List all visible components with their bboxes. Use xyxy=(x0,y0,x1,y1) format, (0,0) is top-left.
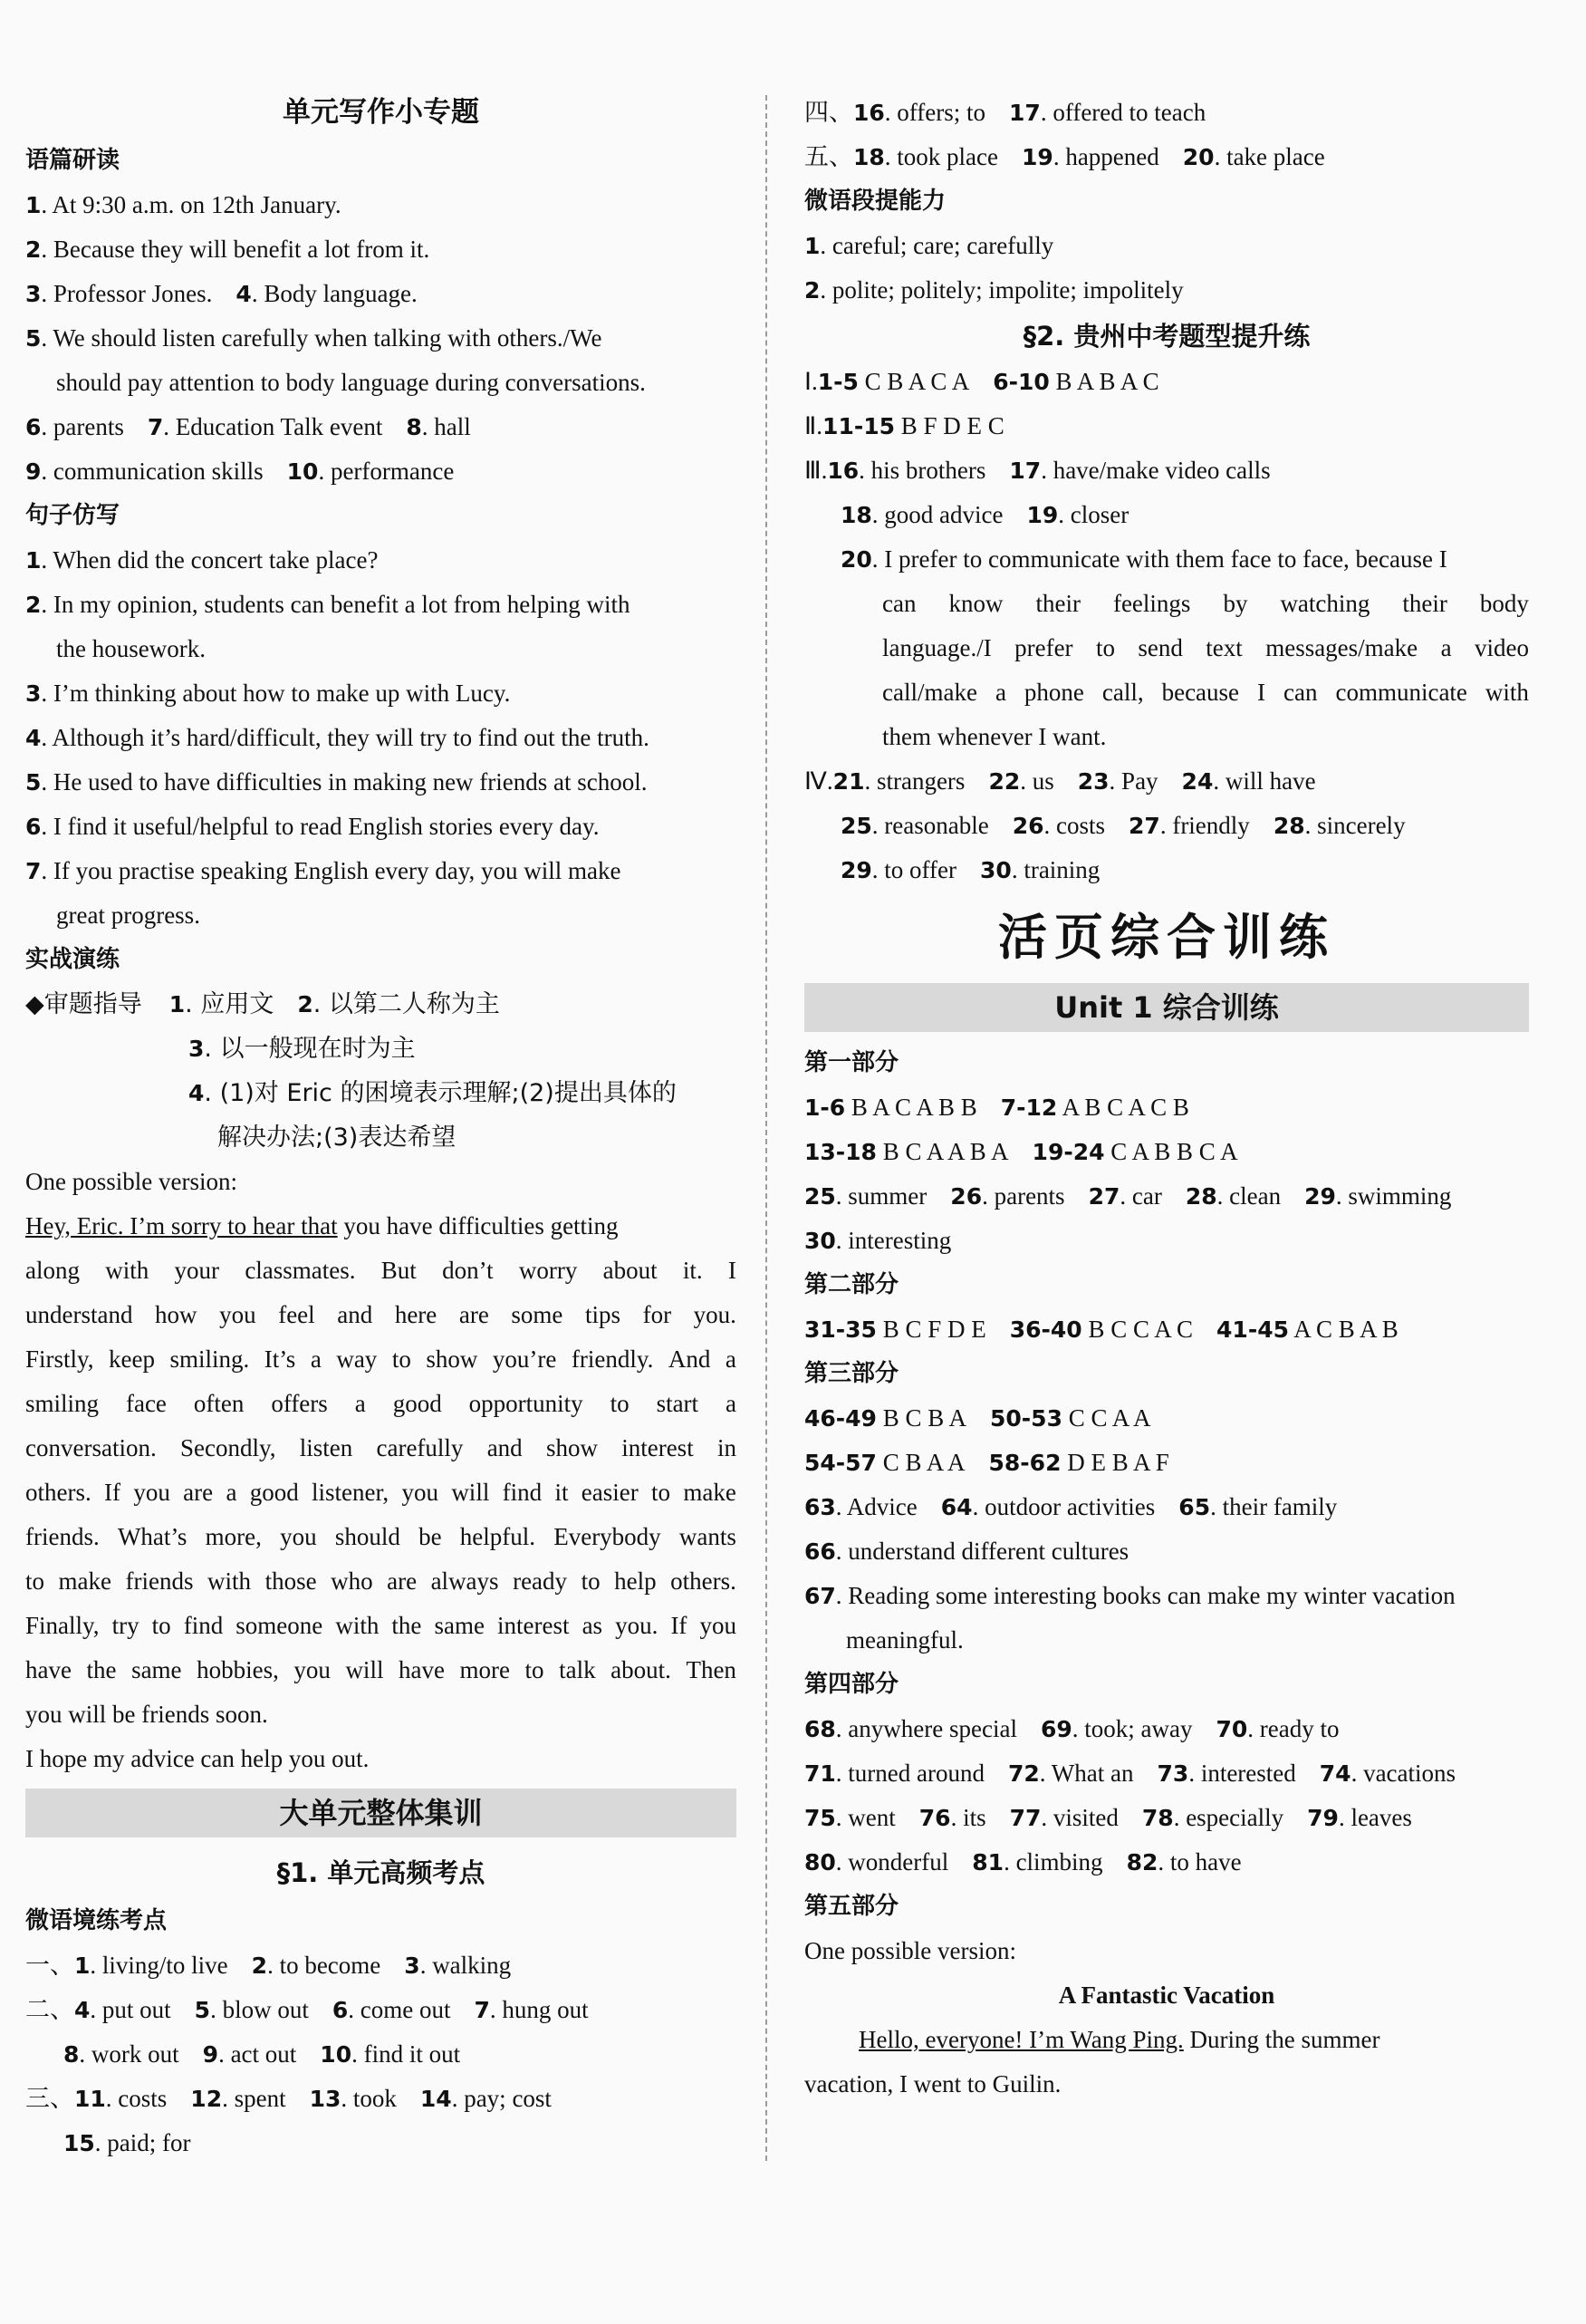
answer-line: 4. Although it’s hard/difficult, they will try to find out the truth. xyxy=(25,724,649,751)
answer-line: 20. I prefer to communicate with them face to face, because I xyxy=(841,545,1447,573)
essay-line: smiling face often offers a good opportunity to start a xyxy=(25,1390,736,1417)
essay-line: Finally, try to find someone with the same interest as you. If you xyxy=(25,1612,736,1639)
answer-line: 6. parents 7. Education Talk event 8. hall xyxy=(25,413,471,440)
answer-line-cont: them whenever I want. xyxy=(882,723,1107,750)
answer-line: 8. work out 9. act out 10. find it out xyxy=(63,2040,461,2068)
possible-version-label: One possible version: xyxy=(804,1937,1016,1964)
answer-line: 29. to offer 30. training xyxy=(841,856,1101,883)
answer-line: 5. We should listen carefully when talking with others./We xyxy=(25,324,602,352)
guide-line: 3. 以一般现在时为主 xyxy=(188,1035,416,1063)
answer-line: 2. In my opinion, students can benefit a lot from helping with xyxy=(25,591,630,618)
answer-line: 71. turned around 72. What an 73. interested 74. vacations xyxy=(804,1760,1456,1787)
answer-line-cont: should pay attention to body language during conversations. xyxy=(56,369,646,396)
answer-line: 68. anywhere special 69. took; away 70. ready to xyxy=(804,1715,1340,1742)
answer-line: 30. interesting xyxy=(804,1227,952,1254)
section-band-unit-training: 大单元整体集训 xyxy=(25,1789,736,1837)
section-imitate: 句子仿写 xyxy=(25,502,120,529)
answer-line: 18. good advice 19. closer xyxy=(841,501,1129,528)
answer-line: 3. Professor Jones. 4. Body language. xyxy=(25,280,418,307)
answer-line: 13-18 B C A A B A 19-24 C A B B C A xyxy=(804,1138,1238,1165)
essay-line: Hey, Eric. I’m sorry to hear that you have difficulties getting xyxy=(25,1212,619,1239)
answer-line: 2. polite; politely; impolite; impolitely xyxy=(804,276,1184,304)
part-4-label: 第四部分 xyxy=(804,1671,899,1698)
right-column xyxy=(804,91,1529,2107)
section-micro-context: 微语境练考点 xyxy=(25,1907,168,1934)
essay-line: to make friends with those who are always ready to help others. xyxy=(25,1567,736,1595)
essay-line: have the same hobbies, you will have more to talk about. Then xyxy=(25,1656,736,1683)
answer-line: 7. If you practise speaking English every day, you will make xyxy=(25,857,621,884)
section-reading: 语篇研读 xyxy=(25,147,120,174)
essay-line: I hope my advice can help you out. xyxy=(25,1745,370,1772)
answer-line: Ⅱ.11-15 B F D E C xyxy=(804,412,1004,439)
part-2-label: 第二部分 xyxy=(804,1271,899,1298)
column-divider xyxy=(765,95,767,2161)
answer-line: 54-57 C B A A 58-62 D E B A F xyxy=(804,1449,1169,1476)
answer-line: 1. When did the concert take place? xyxy=(25,546,379,574)
part-3-label: 第三部分 xyxy=(804,1360,899,1387)
answer-line: 15. paid; for xyxy=(63,2129,191,2156)
essay-line: language./I prefer to send text messages/make a video xyxy=(882,634,1529,661)
answer-line: 46-49 B C B A 50-53 C C A A xyxy=(804,1404,1151,1432)
writing-topic-title: 单元写作小专题 xyxy=(283,96,479,129)
section-practice: 实战演练 xyxy=(25,946,120,973)
answer-line: 二、4. put out 5. blow out 6. come out 7. hung out xyxy=(25,1996,589,2024)
answer-line: 75. went 76. its 77. visited 78. especially 79. leaves xyxy=(804,1804,1412,1831)
answer-line: 80. wonderful 81. climbing 82. to have xyxy=(804,1848,1242,1876)
answer-line: 2. Because they will benefit a lot from it. xyxy=(25,236,430,263)
essay-line: vacation, I went to Guilin. xyxy=(804,2070,1062,2097)
answer-line: 31-35 B C F D E 36-40 B C C A C 41-45 A C B A B xyxy=(804,1316,1399,1343)
essay-line: Firstly, keep smiling. It’s a way to show you’re friendly. And a xyxy=(25,1345,736,1373)
loose-leaf-title: 活页综合训练 xyxy=(998,909,1335,966)
answer-line: 25. summer 26. parents 27. car 28. clean 29. swimming xyxy=(804,1182,1452,1210)
answer-line: 3. I’m thinking about how to make up with Lucy. xyxy=(25,680,511,707)
answer-line: Ⅰ.1-5 C B A C A 6-10 B A B A C xyxy=(804,368,1159,395)
section-s2-title: §2. 贵州中考题型提升练 xyxy=(1023,321,1311,352)
answer-line-cont: the housework. xyxy=(56,635,206,662)
answer-line: Ⅲ.16. his brothers 17. have/make video calls xyxy=(804,457,1271,484)
guide-line: ◆审题指导 1. 应用文 2. 以第二人称为主 xyxy=(25,990,500,1018)
answer-line: 三、11. costs 12. spent 13. took 14. pay; cost xyxy=(25,2085,552,2113)
answer-line: 67. Reading some interesting books can make my winter vacation xyxy=(804,1582,1456,1609)
answer-line: 66. understand different cultures xyxy=(804,1538,1129,1565)
answer-line: 6. I find it useful/helpful to read English stories every day. xyxy=(25,813,600,840)
answer-line: 1. At 9:30 a.m. on 12th January. xyxy=(25,191,341,218)
answer-line: 5. He used to have difficulties in making new friends at school. xyxy=(25,768,648,796)
essay-line: conversation. Secondly, listen carefully and show interest in xyxy=(25,1434,736,1461)
q20-body xyxy=(804,582,1529,715)
answer-line: 25. reasonable 26. costs 27. friendly 28. sincerely xyxy=(841,812,1406,839)
section-band-unit1: Unit 1 综合训练 xyxy=(804,983,1529,1032)
answer-line: 一、1. living/to live 2. to become 3. walking xyxy=(25,1952,512,1980)
essay-line: Hello, everyone! I’m Wang Ping. During the summer xyxy=(859,2026,1380,2053)
part-5-label: 第五部分 xyxy=(804,1893,899,1920)
essay-body xyxy=(25,1249,736,1692)
answer-line: 四、16. offers; to 17. offered to teach xyxy=(804,99,1206,127)
section-s1-title: §1. 单元高频考点 xyxy=(276,1857,485,1888)
essay-line: can know their feelings by watching their body xyxy=(882,590,1529,617)
answer-line: 1-6 B A C A B B 7-12 A B C A C B xyxy=(804,1094,1189,1121)
essay-line: call/make a phone call, because I can communicate with xyxy=(882,679,1529,706)
answer-line: 1. careful; care; carefully xyxy=(804,232,1054,259)
essay-line: others. If you are a good listener, you will find it easier to make xyxy=(25,1479,736,1506)
essay-line: you will be friends soon. xyxy=(25,1701,268,1728)
possible-version-label: One possible version: xyxy=(25,1168,237,1195)
answer-line: 五、18. took place 19. happened 20. take place xyxy=(804,143,1325,171)
part-1-label: 第一部分 xyxy=(804,1049,899,1076)
answer-line: 63. Advice 64. outdoor activities 65. their family xyxy=(804,1493,1338,1520)
essay-line: understand how you feel and here are some tips for you. xyxy=(25,1301,736,1328)
guide-label: ◆审题指导 xyxy=(25,990,142,1018)
guide-line: 4. (1)对 Eric 的困境表示理解;(2)提出具体的 xyxy=(188,1079,677,1107)
answer-line-cont: great progress. xyxy=(56,902,200,929)
answer-line: 9. communication skills 10. performance xyxy=(25,458,455,485)
essay-title: A Fantastic Vacation xyxy=(1058,1982,1275,2009)
answer-line-cont: meaningful. xyxy=(846,1626,964,1654)
essay-line: along with your classmates. But don’t worry about it. I xyxy=(25,1257,736,1284)
guide-line-cont: 解决办法;(3)表达希望 xyxy=(217,1123,457,1152)
essay-line: friends. What’s more, you should be helpful. Everybody wants xyxy=(25,1523,736,1550)
section-paragraph: 微语段提能力 xyxy=(804,188,947,215)
answer-line: Ⅳ.21. strangers 22. us 23. Pay 24. will have xyxy=(804,767,1316,795)
left-column xyxy=(25,86,736,2165)
